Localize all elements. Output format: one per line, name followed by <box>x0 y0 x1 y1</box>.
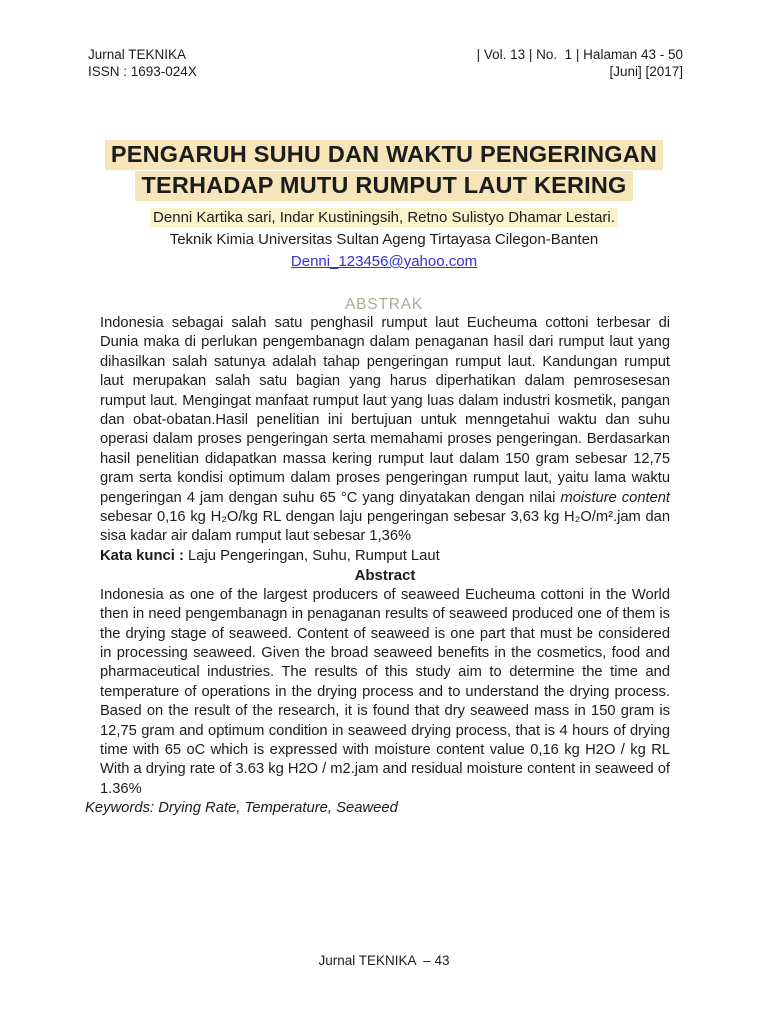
abstrak-italic-phrase: moisture content <box>560 489 670 506</box>
abstrak-heading: ABSTRAK <box>345 296 423 313</box>
page-header <box>0 0 768 80</box>
header-left <box>88 46 197 80</box>
issue-date: [Juni] [2017] <box>609 64 683 79</box>
page-footer: Jurnal TEKNIKA – 43 <box>318 953 450 968</box>
volume-info: | Vol. 13 | No. 1 | Halaman 43 - 50 <box>476 47 683 62</box>
issn: ISSN : 1693-024X <box>88 64 197 79</box>
keywords-en-line: Keywords: Drying Rate, Temperature, Seaweed <box>85 800 398 817</box>
email-line <box>0 252 768 272</box>
title-block <box>0 140 768 272</box>
paper-title-line-2: TERHADAP MUTU RUMPUT LAUT KERING <box>135 171 632 201</box>
abstract-en-heading: Abstract <box>354 567 416 585</box>
authors: Denni Kartika sari, Indar Kustiningsih, Retno Sulistyo Dhamar Lestari. <box>150 208 618 227</box>
authors-line <box>0 208 768 228</box>
paper-title-line-1: PENGARUH SUHU DAN WAKTU PENGERINGAN <box>105 140 663 170</box>
affiliation: Teknik Kimia Universitas Sultan Ageng Tirtayasa Cilegon-Banten <box>169 231 599 248</box>
kata-kunci-line <box>100 547 670 566</box>
abstrak-body-part-2: sebesar 0,16 kg H₂O/kg RL dengan laju pengeringan sebesar 3,63 kg H₂O/m².jam dan sisa kadar air dalam rumput laut sebesar 1,36% <box>100 509 670 545</box>
journal-name: Jurnal TEKNIKA <box>88 47 187 62</box>
abstrak-body <box>100 314 670 547</box>
header-right <box>477 46 683 80</box>
paper-title <box>0 140 768 202</box>
abstract-block <box>100 314 670 799</box>
email-link[interactable]: Denni_123456@yahoo.com <box>290 253 478 270</box>
kata-kunci-text: Laju Pengeringan, Suhu, Rumput Laut <box>183 547 440 564</box>
kata-kunci-label: Kata kunci : <box>100 547 184 564</box>
abstract-en-body: Indonesia as one of the largest producers of seaweed Eucheuma cottoni in the World then in need pengembanagn in penaganan results of seaweed produced one of them is the drying stage of seaweed. Content of seaweed is one part that must be considered in processing seaweed. Given the broad seaweed benefits in the cosmetics, food and pharmaceutical industries. The results of this study aim to determine the time and temperature of operations in the drying process and to understand the drying process. Based on the result of the research, it is found that dry seaweed mass in 150 gram is 12,75 gram and optimum condition in seaweed drying process, that is 4 hours of drying time with 65 oC which is expressed with moisture content value 0,16 kg H2O / kg RL With a drying rate of 3.63 kg H2O / m2.jam and residual moisture content in seaweed of 1.36% <box>100 586 670 797</box>
abstrak-body-part-1: Indonesia sebagai salah satu penghasil rumput laut Eucheuma cottoni terbesar di Dunia maka di perlukan pengembanagn dalam penaganan hasil dari rumput laut yang dihasilkan salah satunya adalah tahap pengeringan rumput laut. Kandungan rumput laut merupakan salah satu bagian yang harus diperhatikan dalam pemrosesesan rumput laut. Mengingat manfaat rumput laut yang luas dalam industri kosmetik, pangan dan obat-obatan.Hasil penelitian ini bertujuan untuk menngetahui waktu dan suhu operasi dalam proses pengeringan serta memahami proses pengeringan. Berdasarkan hasil penelitian didapatkan massa kering rumput laut dalam 150 gram sebesar 12,75 gram serta kondisi optimum dalam proses pengeringan rumput laut, yaitu lama waktu pengeringan 4 jam dengan suhu 65 °C yang dinyatakan dengan nilai <box>100 315 670 506</box>
